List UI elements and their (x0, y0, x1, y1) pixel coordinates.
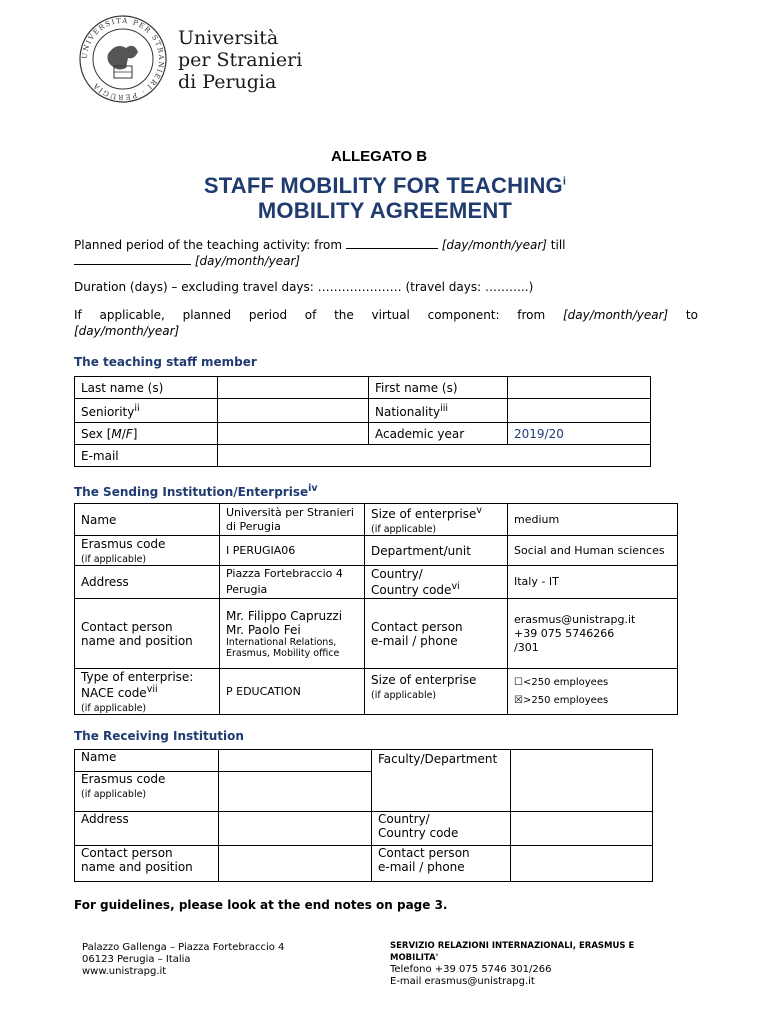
value-contact-person: Mr. Filippo Capruzzi Mr. Paolo Fei International Relations, Erasmus, Mobility office (220, 599, 365, 669)
input-sex[interactable] (218, 423, 369, 445)
receiving-institution-table (74, 749, 653, 882)
value-academic-year: 2019/20 (508, 423, 651, 445)
label-nationality: Nationality$^{iii}$ (369, 399, 508, 423)
input-first-name[interactable] (508, 377, 651, 399)
input-recv-email[interactable] (511, 846, 653, 882)
label-type-enterprise: Type of enterprise: NACE code$^{vii}$ (if applicable) (75, 669, 220, 715)
svg-text:UNIVERSITÀ PER STRANIERI · PER: UNIVERSITÀ PER STRANIERI · PERUGIA (80, 16, 166, 102)
value-erasmus-code: I PERUGIA06 (220, 536, 365, 566)
input-email[interactable] (218, 445, 651, 467)
university-seal-logo (78, 14, 168, 104)
label-seniority: Seniority$^{ii}$ (75, 399, 218, 423)
input-recv-address[interactable] (219, 812, 372, 846)
input-recv-name[interactable] (219, 750, 372, 772)
allegato-label: ALLEGATO B (331, 148, 428, 165)
checkbox-gt-250[interactable]: ☒>250 employees (514, 694, 609, 706)
label-contact-email: Contact person e-mail / phone (365, 599, 508, 669)
label-size: Size of enterprise$^v$ (if applicable) (365, 504, 508, 536)
value-name: Università per Stranieri di Perugia (220, 504, 365, 536)
section-teaching-staff: The teaching staff member (74, 355, 257, 369)
label-contact-person: Contact person name and position (75, 599, 220, 669)
input-recv-erasmus[interactable] (219, 772, 372, 812)
label-recv-name: Name (75, 750, 219, 772)
input-recv-country[interactable] (511, 812, 653, 846)
teaching-staff-table (74, 376, 651, 467)
value-address: Piazza Fortebraccio 4 Perugia (220, 566, 365, 599)
label-address: Address (75, 566, 220, 599)
label-recv-address: Address (75, 812, 219, 846)
label-recv-email: Contact person e-mail / phone (372, 846, 511, 882)
size-options (508, 669, 678, 715)
label-size-enterprise: Size of enterprise (if applicable) (365, 669, 508, 715)
label-recv-country: Country/ Country code (372, 812, 511, 846)
guidelines-note: For guidelines, please look at the end notes on page 3. (74, 898, 448, 912)
document-title: STAFF MOBILITY FOR TEACHING$^i$ (203, 173, 567, 198)
input-nationality[interactable] (508, 399, 651, 423)
section-receiving-institution: The Receiving Institution (74, 729, 244, 743)
input-faculty[interactable] (511, 750, 653, 812)
label-email: E-mail (75, 445, 218, 467)
label-erasmus-code: Erasmus code (if applicable) (75, 536, 220, 566)
footer-address: Palazzo Gallenga – Piazza Fortebraccio 4 06123 Perugia – Italia www.unistrapg.it (82, 942, 285, 977)
label-faculty: Faculty/Department (372, 750, 511, 812)
label-recv-erasmus: Erasmus code (if applicable) (75, 772, 219, 812)
value-nace: P EDUCATION (220, 669, 365, 715)
label-last-name: Last name (s) (75, 377, 218, 399)
duration-line: Duration (days) – excluding travel days: ………………… (travel days: ………..) (74, 280, 534, 294)
input-last-name[interactable] (218, 377, 369, 399)
label-country: Country/ Country code$^{vi}$ (365, 566, 508, 599)
university-name-logo: Università per Stranieri di Perugia (178, 27, 303, 93)
label-first-name: First name (s) (369, 377, 508, 399)
value-contact-email: erasmus@unistrapg.it +39 075 5746266 /301 (508, 599, 678, 669)
checkbox-lt-250[interactable]: ☐<250 employees (514, 676, 609, 688)
footer-email-link[interactable]: E-mail erasmus@unistrapg.it (390, 976, 535, 987)
input-seniority[interactable] (218, 399, 369, 423)
value-size: medium (508, 504, 678, 536)
label-name: Name (75, 504, 220, 536)
label-sex: Sex [M/F] (75, 423, 218, 445)
label-academic-year: Academic year (369, 423, 508, 445)
document-subtitle: MOBILITY AGREEMENT (257, 198, 513, 223)
label-recv-contact: Contact person name and position (75, 846, 219, 882)
input-recv-contact[interactable] (219, 846, 372, 882)
planned-period: Planned period of the teaching activity: from [day/month/year] till [day/month/year] (74, 238, 566, 268)
virtual-period: If applicable, planned period of the virtual component: from [day/month/year] to [day/month/year] (74, 308, 698, 338)
label-department: Department/unit (365, 536, 508, 566)
value-country: Italy - IT (508, 566, 678, 599)
footer-office: SERVIZIO RELAZIONI INTERNAZIONALI, ERASMUS E MOBILITA' Telefono +39 075 5746 301/266 E-mail erasmus@unistrapg.it (390, 941, 635, 987)
footer-website-link[interactable]: www.unistrapg.it (82, 966, 167, 977)
section-sending-institution: The Sending Institution/Enterprise$^{iv}$ (74, 483, 318, 499)
value-department: Social and Human sciences (508, 536, 678, 566)
sending-institution-table (74, 503, 678, 715)
